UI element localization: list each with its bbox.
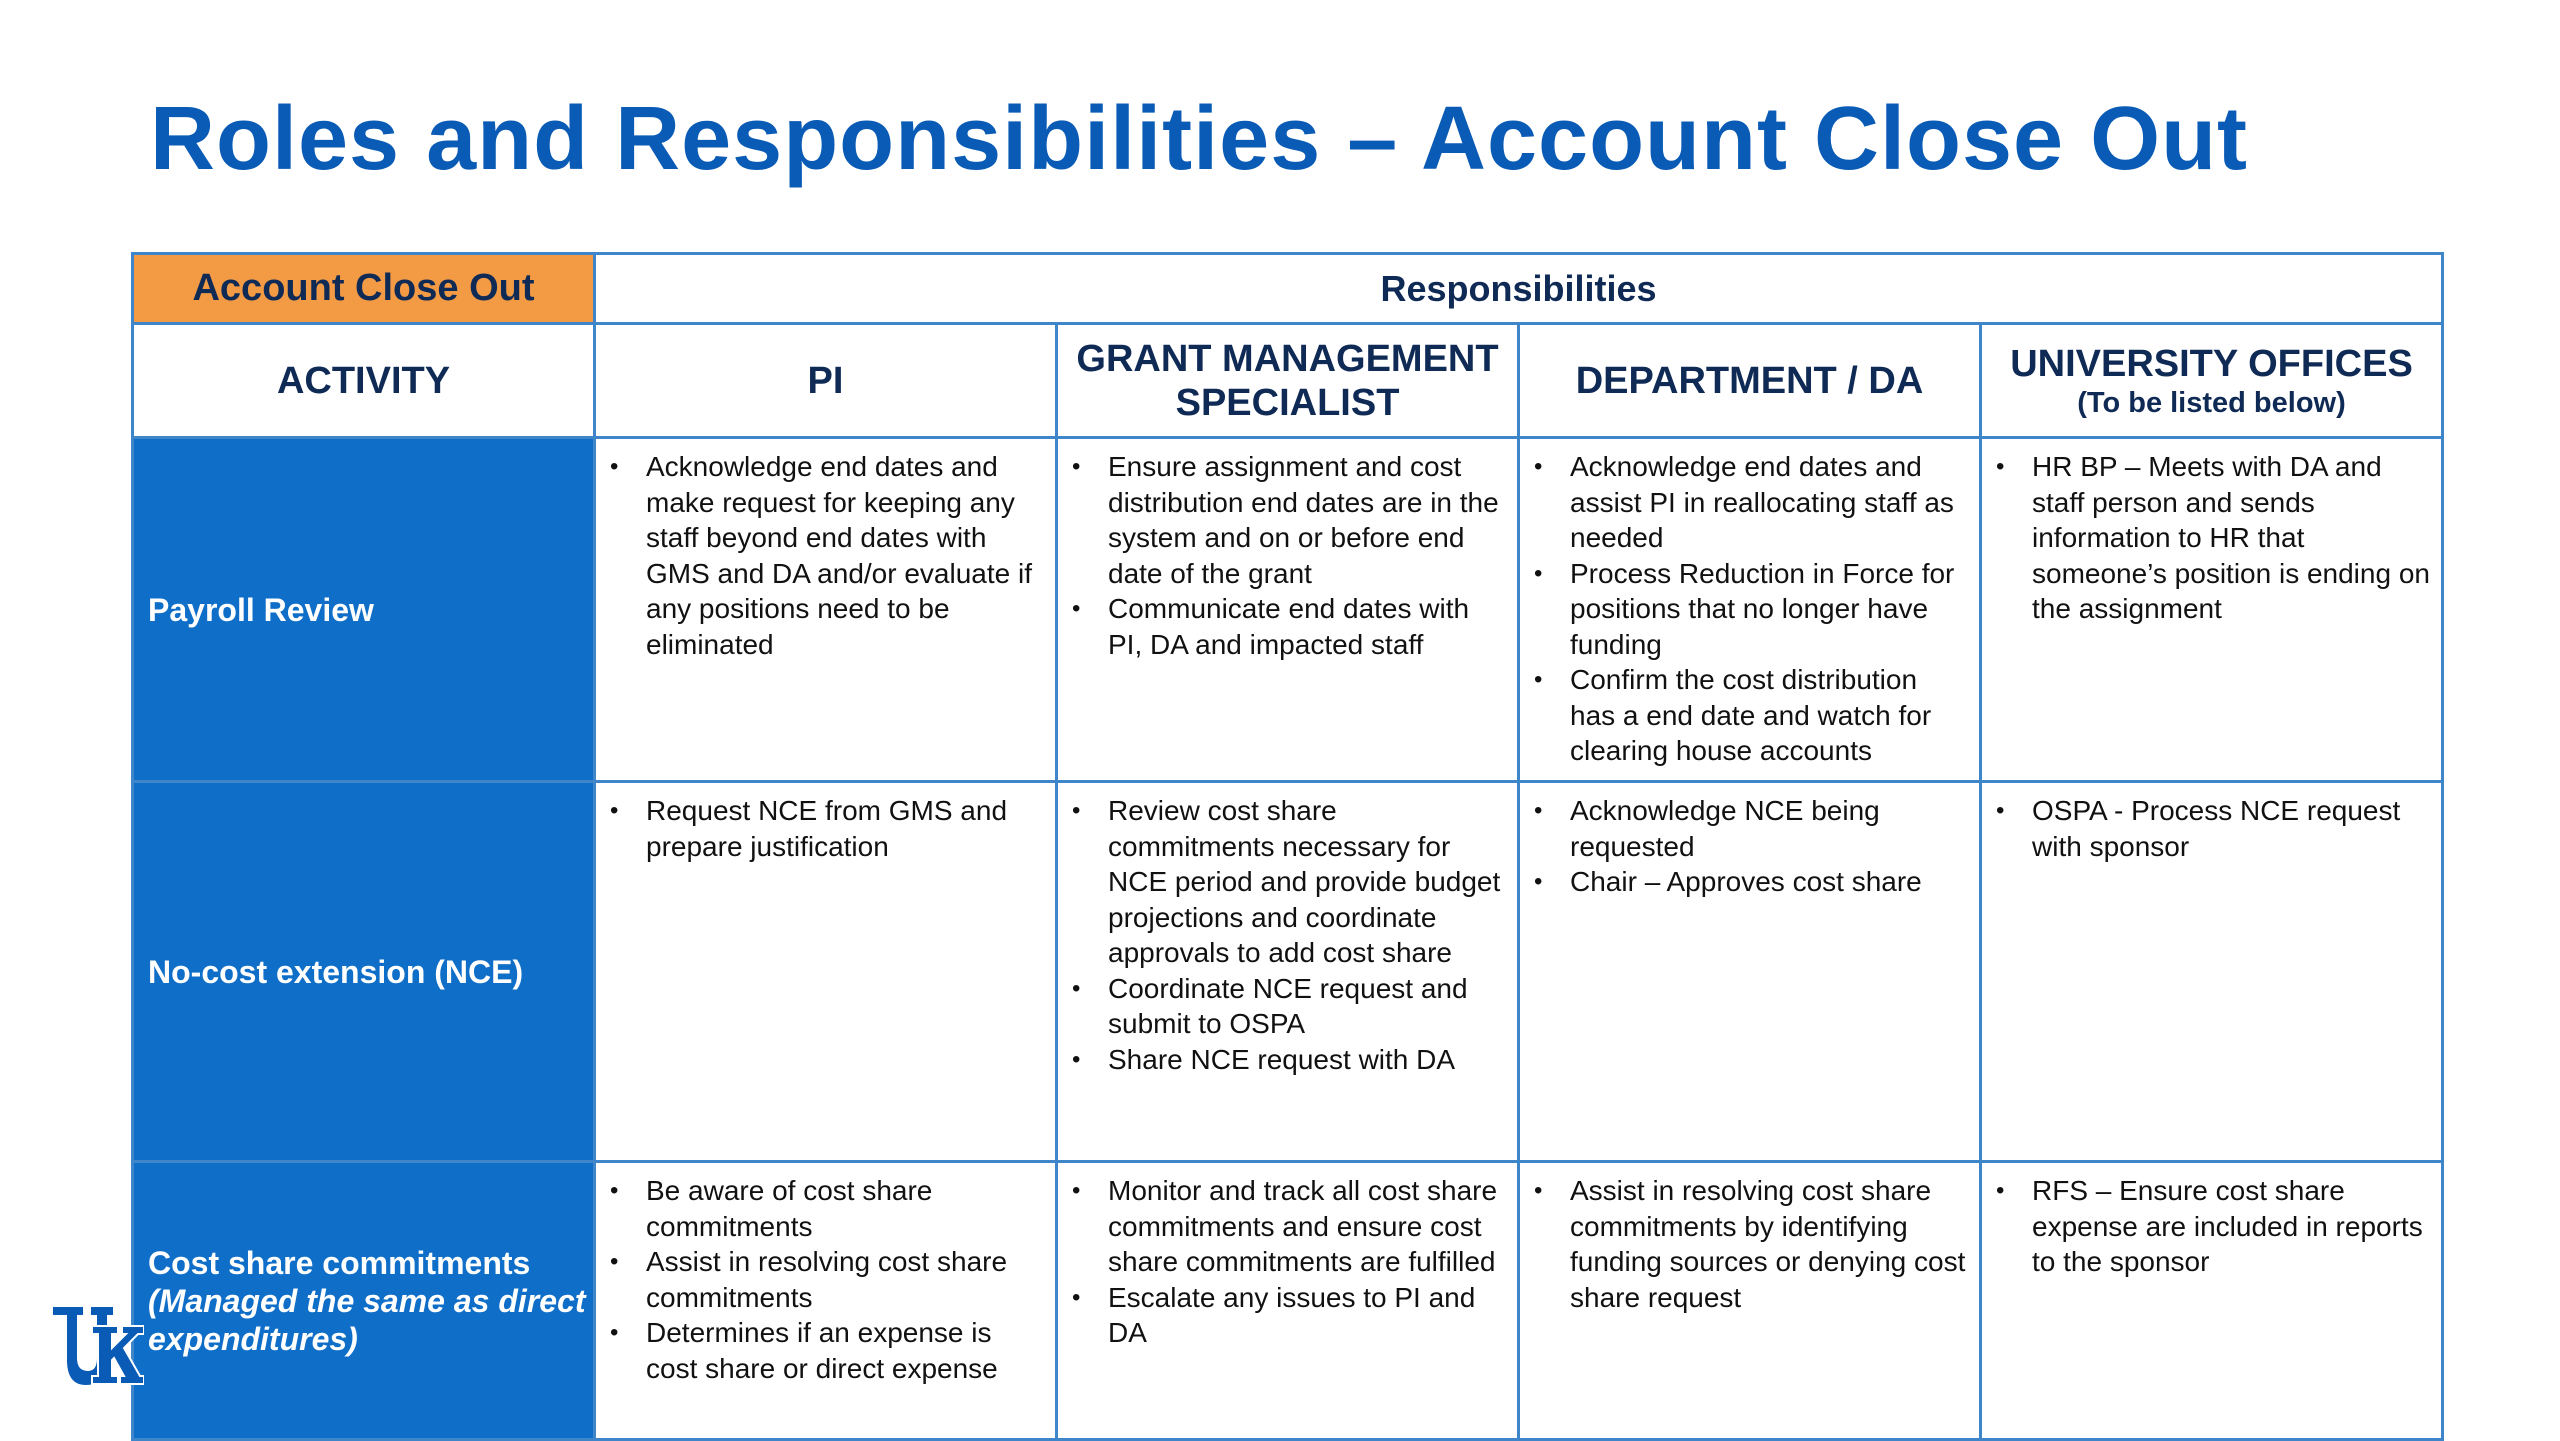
list-item: • HR BP – Meets with DA and staff person and sends information to HR that someone’s position is ending on the assignment [2032, 449, 2431, 627]
gms-cell [1057, 1162, 1519, 1440]
department-cell [1519, 1162, 1981, 1440]
responsibilities-header: Responsibilities [595, 254, 2443, 324]
pi-cell [595, 1162, 1057, 1440]
gms-header-line1: GRANT MANAGEMENT [1076, 337, 1499, 380]
list-item: • OSPA - Process NCE request with sponsor [2032, 793, 2431, 864]
list-item: • Share NCE request with DA [1108, 1042, 1507, 1078]
list-item: • Ensure assignment and cost distribution end dates are in the system and on or before end date of the grant [1108, 449, 1507, 591]
list-item: • Escalate any issues to PI and DA [1108, 1280, 1507, 1351]
university-offices-column-header [1981, 324, 2443, 438]
pi-column-header: PI [595, 324, 1057, 438]
list-item: • Be aware of cost share commitments [646, 1173, 1045, 1244]
table-row [133, 782, 2443, 1162]
university-offices-cell [1981, 438, 2443, 782]
uk-logo-k-shape [92, 1326, 144, 1384]
account-close-out-header: Account Close Out [133, 254, 595, 324]
list-item: • Request NCE from GMS and prepare justification [646, 793, 1045, 864]
list-item: • Communicate end dates with PI, DA and impacted staff [1108, 591, 1507, 662]
activity-payroll-review: Payroll Review [133, 438, 595, 782]
university-offices-sublabel: (To be listed below) [2077, 386, 2346, 419]
list-item: • Acknowledge end dates and assist PI in reallocating staff as needed [1570, 449, 1969, 556]
list-item: • Process Reduction in Force for positions that no longer have funding [1570, 556, 1969, 663]
activity-label: Cost share commitments [148, 1244, 531, 1281]
gms-column-header [1057, 324, 1519, 438]
list-item: • Chair – Approves cost share [1570, 864, 1969, 900]
pi-cell [595, 438, 1057, 782]
list-item: • Determines if an expense is cost share or direct expense [646, 1315, 1045, 1386]
department-cell [1519, 782, 1981, 1162]
activity-column-header: ACTIVITY [133, 324, 595, 438]
list-item: • Confirm the cost distribution has a end date and watch for clearing house accounts [1570, 662, 1969, 769]
university-offices-cell [1981, 1162, 2443, 1440]
list-item: • Acknowledge NCE being requested [1570, 793, 1969, 864]
uk-logo [48, 1296, 144, 1392]
university-offices-label: UNIVERSITY OFFICES [2010, 342, 2413, 385]
list-item: • Assist in resolving cost share commitments by identifying funding sources or denying cost share request [1570, 1173, 1969, 1315]
list-item: • Acknowledge end dates and make request for keeping any staff beyond end dates with GMS and DA and/or evaluate if any positions need to be eliminated [646, 449, 1045, 662]
list-item: • RFS – Ensure cost share expense are included in reports to the sponsor [2032, 1173, 2431, 1280]
university-offices-cell [1981, 782, 2443, 1162]
department-cell [1519, 438, 1981, 782]
table-row [133, 1162, 2443, 1440]
table-row [133, 438, 2443, 782]
gms-cell [1057, 782, 1519, 1162]
activity-no-cost-extension: No-cost extension (NCE) [133, 782, 595, 1162]
activity-note: (Managed the same as direct expenditures) [148, 1282, 586, 1357]
slide-title: Roles and Responsibilities – Account Close Out [150, 89, 2249, 189]
gms-cell [1057, 438, 1519, 782]
department-column-header: DEPARTMENT / DA [1519, 324, 1981, 438]
gms-header-line2: SPECIALIST [1175, 381, 1400, 424]
responsibilities-table [131, 252, 2444, 1441]
list-item: • Assist in resolving cost share commitments [646, 1244, 1045, 1315]
pi-cell [595, 782, 1057, 1162]
list-item: • Coordinate NCE request and submit to OSPA [1108, 971, 1507, 1042]
list-item: • Review cost share commitments necessary for NCE period and provide budget projections and coordinate approvals to add cost share [1108, 793, 1507, 971]
list-item: • Monitor and track all cost share commitments and ensure cost share commitments are fulfilled [1108, 1173, 1507, 1280]
activity-cost-share-commitments [133, 1162, 595, 1440]
